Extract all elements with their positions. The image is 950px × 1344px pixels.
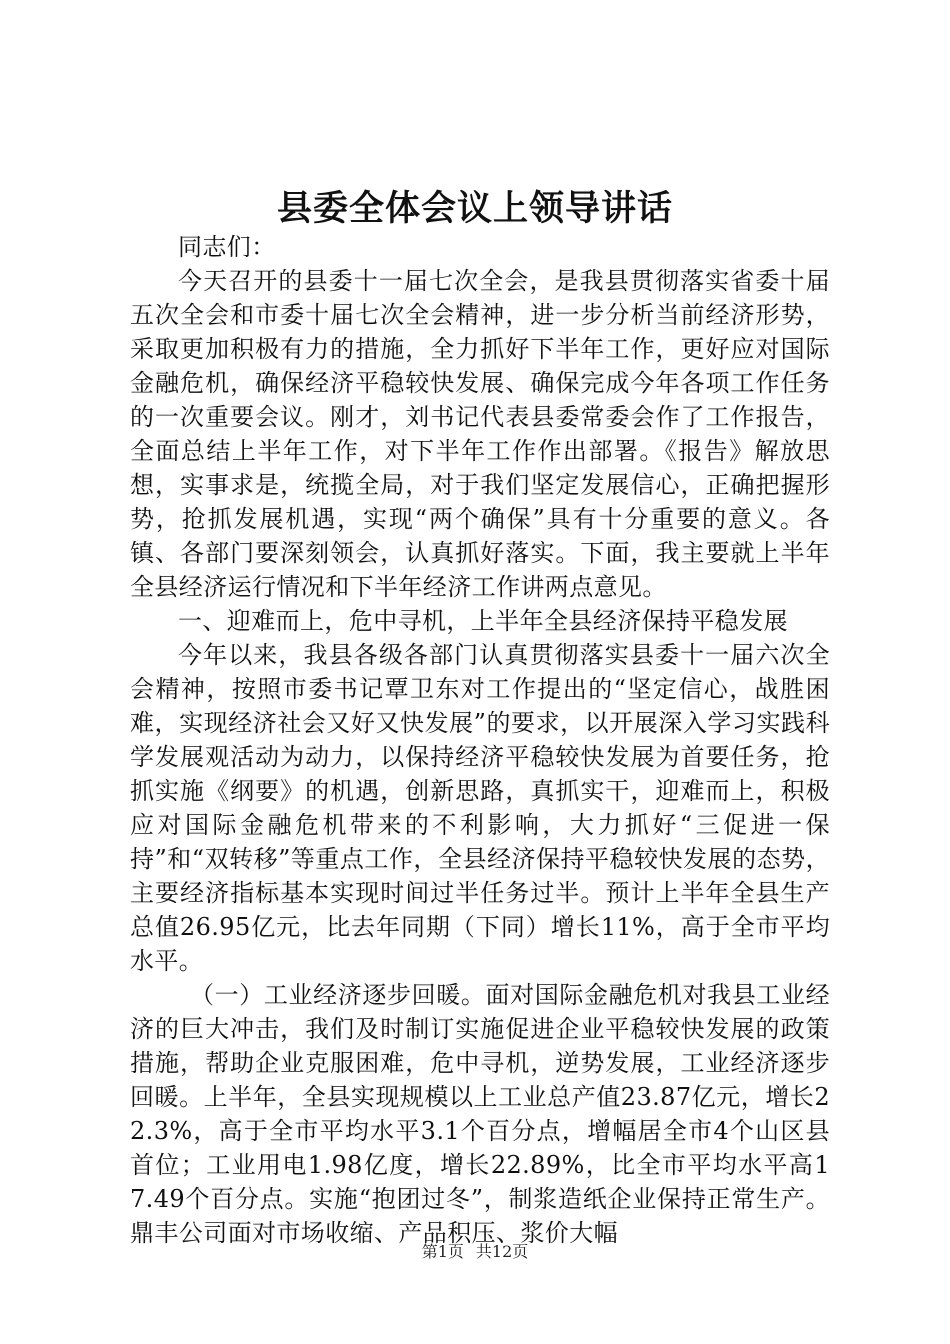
- page-number: 第1页: [421, 1242, 464, 1261]
- page-title: 县委全体会议上领导讲话: [276, 188, 673, 229]
- page-total: 共12页: [475, 1242, 529, 1261]
- greeting-paragraph: 同志们：: [178, 233, 276, 261]
- document-body: [130, 230, 830, 1250]
- section-paragraph: 今年以来，我县各级各部门认真贯彻落实县委十一届六次全会精神，按照市委书记覃卫东对工作提出的“坚定信心，战胜困难，实现经济社会又好又快发展”的要求，以开展深入学习实践科学发展观活动为动力，以保持经济平稳较快发展为首要任务，抢抓实施《纲要》的机遇，创新思路，真抓实干，迎难而上，积极应对国际金融危机带来的不利影响，大力抓好“三促进一保持”和“双转移”等重点工作，全县经济保持平稳较快发展的态势，主要经济指标基本实现时间过半任务过半。预计上半年全县生产总值26.95亿元，比去年同期（下同）增长11%，高于全市平均水平。: [130, 641, 830, 975]
- intro-paragraph: 今天召开的县委十一届七次全会，是我县贯彻落实省委十届五次全会和市委十届七次全会精神，进一步分析当前经济形势，采取更加积极有力的措施，全力抓好下半年工作，更好应对国际金融危机，确保经济平稳较快发展、确保完成今年各项工作任务的一次重要会议。刚才，刘书记代表县委常委会作了工作报告，全面总结上半年工作，对下半年工作作出部署。《报告》解放思想，实事求是，统揽全局，对于我们坚定发展信心，正确把握形势，抢抓发展机遇，实现“两个确保”具有十分重要的意义。各镇、各部门要深刻领会，认真抓好落实。下面，我主要就上半年全县经济运行情况和下半年经济工作讲两点意见。: [130, 267, 830, 601]
- page-footer: [0, 1240, 950, 1264]
- section-heading: 一、迎难而上，危中寻机，上半年全县经济保持平稳发展: [178, 607, 788, 635]
- subsection-paragraph: （一）工业经济逐步回暖。面对国际金融危机对我县工业经济的巨大冲击，我们及时制订实施促进企业平稳较快发展的政策措施，帮助企业克服困难，危中寻机，逆势发展，工业经济逐步回暖。上半年，全县实现规模以上工业总产值23.87亿元，增长22.3%，高于全市平均水平3.1个百分点，增幅居全市4个山区县首位；工业用电1.98亿度，增长22.89%，比全市平均水平高17.49个百分点。实施“抱团过冬”，制浆造纸企业保持正常生产。鼎丰公司面对市场收缩、产品积压、浆价大幅: [130, 981, 830, 1247]
